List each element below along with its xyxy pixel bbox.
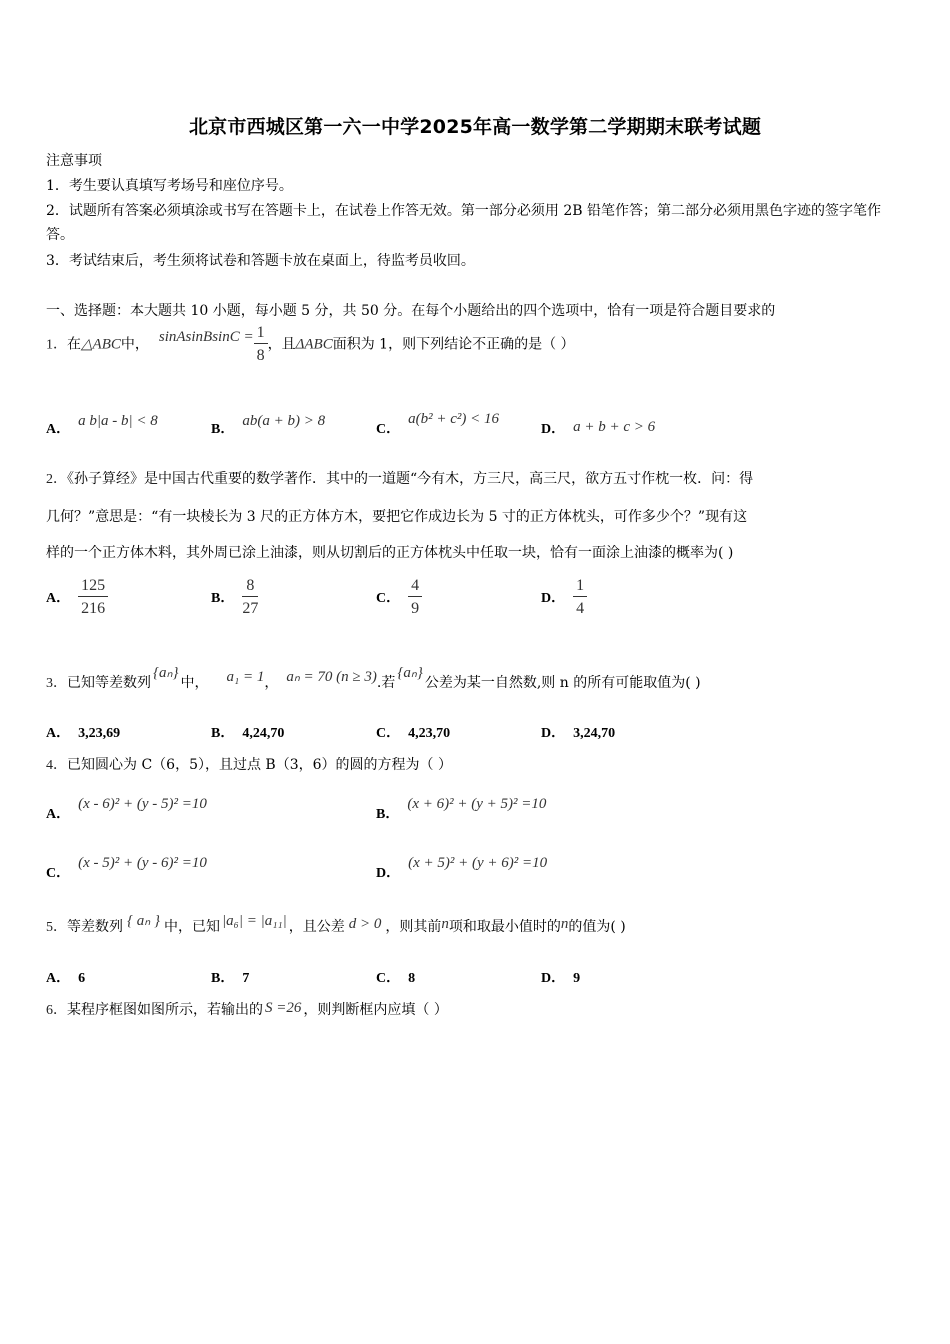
option-label: B．	[211, 590, 235, 606]
option-b	[211, 578, 258, 617]
option-label: D．	[541, 971, 566, 986]
section-heading: 一、选择题：本大题共 10 小题，每小题 5 分，共 50 分。在每个小题给出的四个选项中，恰有一项是符合题目要求的	[46, 303, 776, 319]
option-b	[211, 413, 326, 438]
option-label: A．	[46, 590, 71, 606]
math-expression: { aₙ }	[127, 913, 160, 929]
math-expression: sinAsinBsinC =	[158, 328, 254, 345]
option-text: 3,24,70	[573, 726, 616, 741]
math-expression: ΔABC	[295, 336, 333, 353]
fraction	[408, 578, 422, 617]
math-expression: △ABC	[81, 336, 121, 353]
question-number: 5．	[46, 920, 67, 935]
fraction-denominator: 216	[81, 600, 106, 617]
option-a	[46, 796, 207, 823]
notice-item-1: 1．考生要认真填写考场号和座位序号。	[46, 178, 293, 194]
option-label: D．	[541, 590, 566, 606]
fraction	[78, 578, 108, 617]
option-b	[211, 722, 284, 742]
option-c	[376, 722, 450, 742]
question-number: 3．	[46, 676, 67, 691]
fraction	[573, 578, 587, 617]
question-text: 在	[67, 336, 81, 353]
option-label: D．	[541, 422, 566, 437]
option-c	[376, 578, 422, 617]
option-label: A．	[46, 807, 71, 822]
option-text: 8	[408, 971, 416, 986]
question-4	[46, 753, 452, 778]
option-math: (x + 6)² + (y + 5)² =10	[407, 796, 547, 812]
question-text: 等差数列	[67, 919, 123, 935]
question-text: ，且公差	[288, 919, 345, 935]
option-b	[211, 967, 249, 987]
question-6	[46, 999, 448, 1019]
question-2-line: 样的一个正方体木料，其外周已涂上油漆，则从切割后的正方体枕头中任取一块，恰有一面涂上油漆的概率为( )	[46, 545, 734, 561]
math-expression: S =26	[265, 1000, 302, 1016]
fraction-denominator: 4	[576, 600, 585, 617]
option-text: 7	[242, 971, 250, 986]
question-text: ，	[264, 675, 279, 691]
fraction-denominator: 27	[242, 600, 259, 617]
math-expression: |a₆| = |a₁₁|	[221, 913, 287, 929]
question-2	[46, 467, 753, 492]
fraction-numerator: 1	[254, 325, 268, 344]
question-text: 已知等差数列	[67, 675, 151, 691]
option-text: 4,24,70	[242, 726, 285, 741]
option-a	[46, 578, 108, 617]
question-number: 1．	[46, 337, 67, 353]
fraction-numerator: 4	[408, 578, 422, 597]
question-text: ，且	[267, 336, 296, 353]
option-c	[376, 967, 415, 987]
option-label: A．	[46, 726, 71, 741]
question-number: 6．	[46, 1003, 67, 1018]
question-text: 公差为某一自然数,则 n 的所有可能取值为( )	[424, 675, 701, 691]
question-number: 2．	[46, 472, 67, 487]
question-text: ，则其前	[385, 919, 442, 935]
option-label: C．	[376, 590, 401, 606]
option-label: D．	[376, 866, 401, 881]
option-text: 4,23,70	[408, 726, 451, 741]
option-label: A．	[46, 422, 71, 437]
question-2-line: 几何？”意思是：“有一块棱长为 3 尺的正方体方木，要把它作成边长为 5 寸的正方体枕头，可作多少个？”现有这	[46, 509, 748, 525]
notice-item-3: 3．考试结束后，考生须将试卷和答题卡放在桌面上，待监考员收回。	[46, 253, 475, 269]
option-text: 6	[78, 971, 86, 986]
option-a	[46, 413, 158, 438]
question-1	[46, 325, 575, 364]
question-text: 面积为 1，则下列结论不正确的是（ ）	[332, 336, 575, 353]
option-math: a(b² + c²) < 16	[408, 411, 500, 427]
question-5	[46, 913, 626, 936]
question-text: 中，已知	[163, 919, 220, 935]
math-expression: d > 0	[348, 916, 382, 932]
math-expression: a₁ = 1	[226, 669, 265, 685]
option-label: D．	[541, 726, 566, 741]
question-text: 项和取最小值时的	[448, 919, 561, 935]
math-expression: {aₙ}	[153, 665, 179, 681]
option-label: B．	[211, 726, 235, 741]
option-label: A．	[46, 971, 71, 986]
question-number: 4．	[46, 758, 67, 773]
option-d	[541, 418, 655, 438]
option-c	[376, 411, 500, 438]
fraction-numerator: 8	[242, 578, 258, 597]
fraction-numerator: 125	[78, 578, 108, 597]
option-label: B．	[211, 422, 235, 437]
question-text: 中，	[180, 675, 209, 691]
fraction	[242, 578, 258, 617]
question-text: 已知圆心为 C（6，5），且过点 B（3，6）的圆的方程为（ ）	[67, 757, 452, 773]
option-d	[541, 578, 587, 617]
notice-item-2: 2．试题所有答案必须填涂或书写在答题卡上，在试卷上作答无效。第一部分必须用 2B 铅笔作答；第二部分必须用黑色字迹的签字笔作答。	[46, 203, 881, 243]
question-text: .若	[376, 675, 396, 691]
option-label: B．	[376, 807, 400, 822]
option-math: ab(a + b) > 8	[242, 413, 326, 429]
option-math: (x + 5)² + (y + 6)² =10	[408, 855, 548, 871]
math-expression: aₙ = 70 (n ≥ 3)	[286, 669, 377, 685]
option-c	[46, 855, 207, 882]
math-expression: n	[441, 916, 449, 932]
option-label: C．	[376, 726, 401, 741]
fraction-denominator: 8	[256, 347, 265, 364]
notice-heading: 注意事项	[46, 153, 102, 169]
option-d	[541, 722, 615, 742]
math-expression: n	[560, 916, 569, 932]
option-text: 3,23,69	[78, 726, 121, 741]
page-title: 北京市西城区第一六一中学2025年高一数学第二学期期末联考试题	[188, 116, 762, 138]
fraction	[254, 325, 268, 364]
option-label: C．	[376, 971, 401, 986]
option-math: a b|a - b| < 8	[78, 413, 158, 429]
question-text: 《孙子算经》是中国古代重要的数学著作．其中的一道题“今有木，方三尺，高三尺，欲方五寸作枕一枚．问：得	[67, 471, 754, 487]
option-d	[376, 855, 548, 882]
option-label: C．	[376, 422, 401, 437]
option-text: 9	[573, 971, 581, 986]
option-d	[541, 967, 580, 987]
question-3	[46, 665, 701, 692]
option-math: a + b + c > 6	[573, 419, 656, 435]
option-b	[376, 796, 547, 823]
option-math: (x - 6)² + (y - 5)² =10	[78, 796, 207, 812]
math-expression: {aₙ}	[397, 665, 423, 681]
fraction-numerator: 1	[573, 578, 587, 597]
option-a	[46, 722, 120, 742]
option-label: C．	[46, 866, 71, 881]
fraction-denominator: 9	[411, 600, 420, 617]
question-text: ，则判断框内应填（ ）	[303, 1002, 448, 1018]
option-math: (x - 5)² + (y - 6)² =10	[78, 855, 207, 871]
option-label: B．	[211, 971, 235, 986]
question-text: 的值为( )	[568, 919, 626, 935]
question-text: 某程序框图如图所示，若输出的	[67, 1002, 263, 1018]
option-a	[46, 967, 85, 987]
question-text: 中，	[120, 336, 149, 353]
